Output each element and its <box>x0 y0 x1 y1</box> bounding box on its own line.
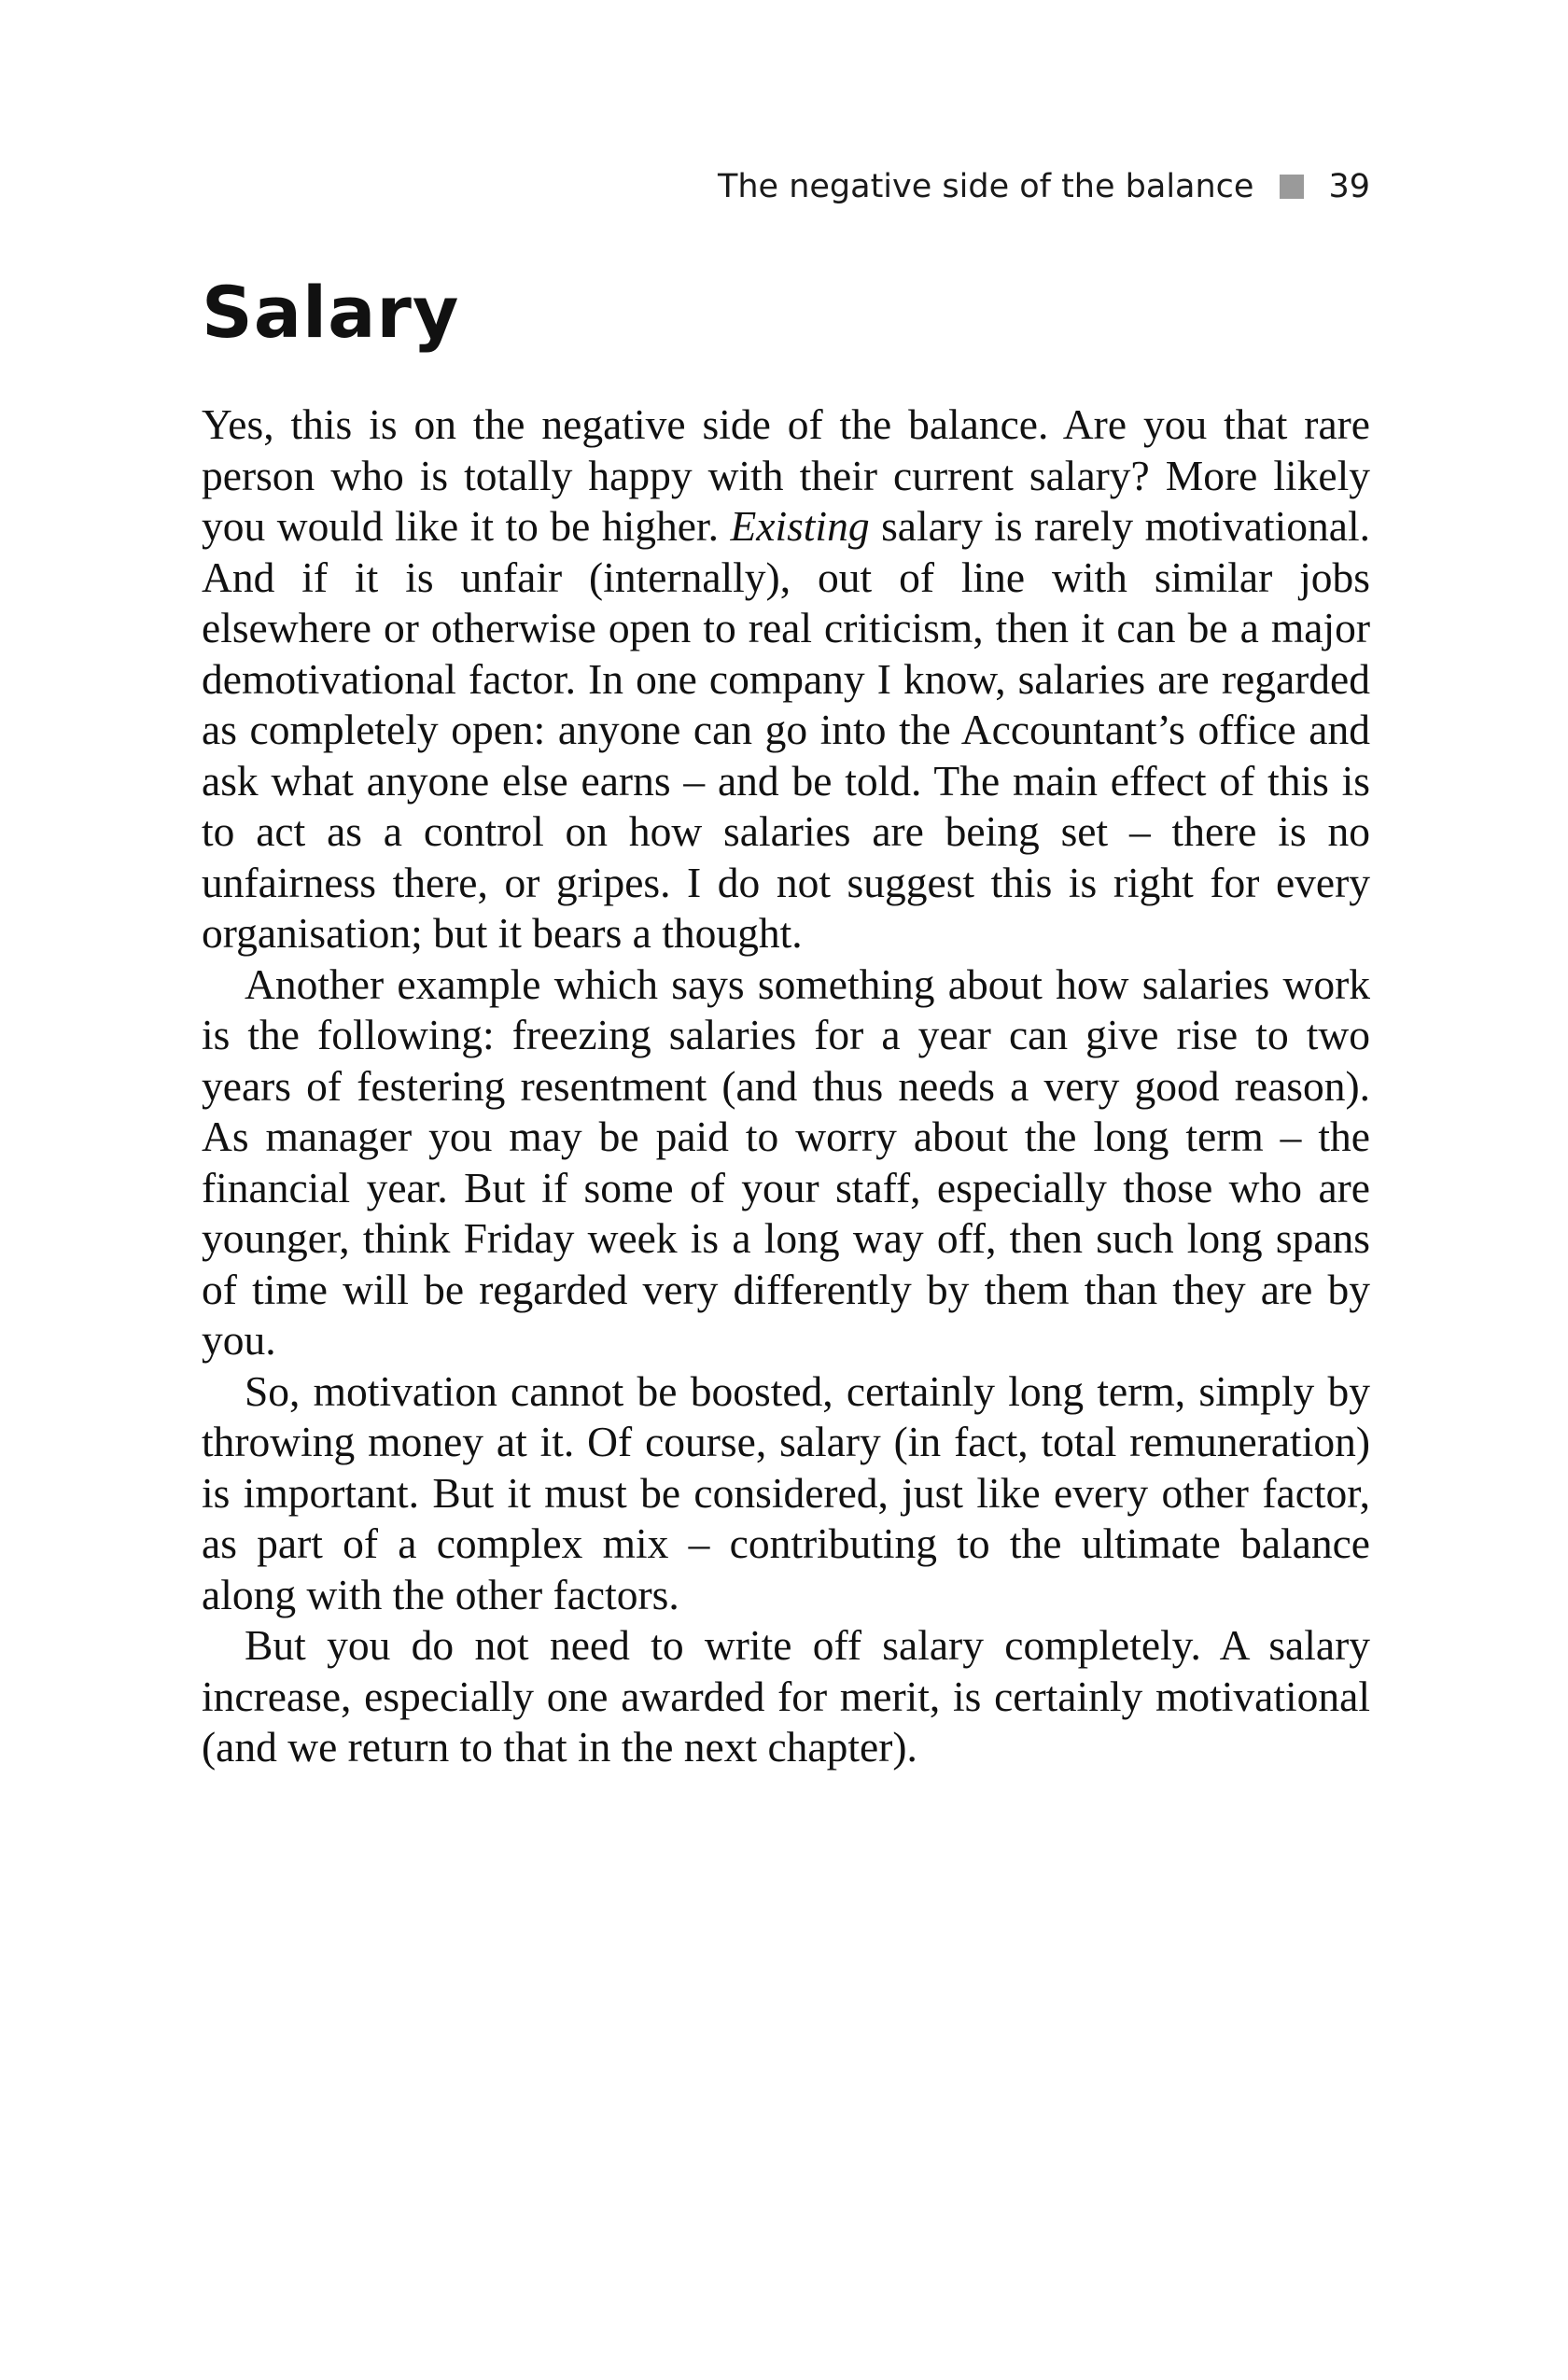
running-head-title: The negative side of the balance <box>717 168 1254 205</box>
running-head-square-icon <box>1280 175 1304 199</box>
paragraph-4: But you do not need to write off salary completely. A salary increase, especially one awarded for merit, is certainly motivational (and we return to that in the next chapter). <box>202 1621 1370 1771</box>
section-heading: Salary <box>202 271 460 354</box>
paragraph-1-emphasis: Existing <box>730 502 870 550</box>
paragraph-1-end: salary is rarely motivational. And if it is unfair (internally), out of line with similar jobs elsewhere or otherwise open to real criticism, then it can be a major demotivational factor. In one company I know, salaries are regarded as completely open: anyone can go into the Accountant’s office and ask what anyone else earns – and be told. The main effect of this is to act as a control on how salaries are being set – there is no unfairness there, or gripes. I do not suggest this is right for every organisation; but it bears a thought. <box>202 502 1371 957</box>
paragraph-2: Another example which says something about how salaries work is the following: freezing salaries for a year can give rise to two years of festering resentment (and thus needs a very good reason). As manager you may be paid to worry about the long term – the financial year. But if some of your staff, especially those who are younger, think Friday week is a long way off, then such long spans of time will be regarded very differently by them than they are by you. <box>202 959 1370 1364</box>
paragraph-1 <box>202 399 1370 959</box>
body-text <box>202 399 1370 1773</box>
paragraph-1-start: Yes, this is on the negative side of the balance. Are you that rare person who is totally happy with their current salary? More likely you would like it to be higher. <box>202 400 1370 550</box>
paragraph-3: So, motivation cannot be boosted, certainly long term, simply by throwing money at it. Of course, salary (in fact, total remuneration) is important. But it must be considered, just like every other factor, as part of a complex mix – contributing to the ultimate balance along with the other factors. <box>202 1366 1370 1618</box>
running-head <box>202 159 1370 215</box>
page-number: 39 <box>1328 168 1370 205</box>
